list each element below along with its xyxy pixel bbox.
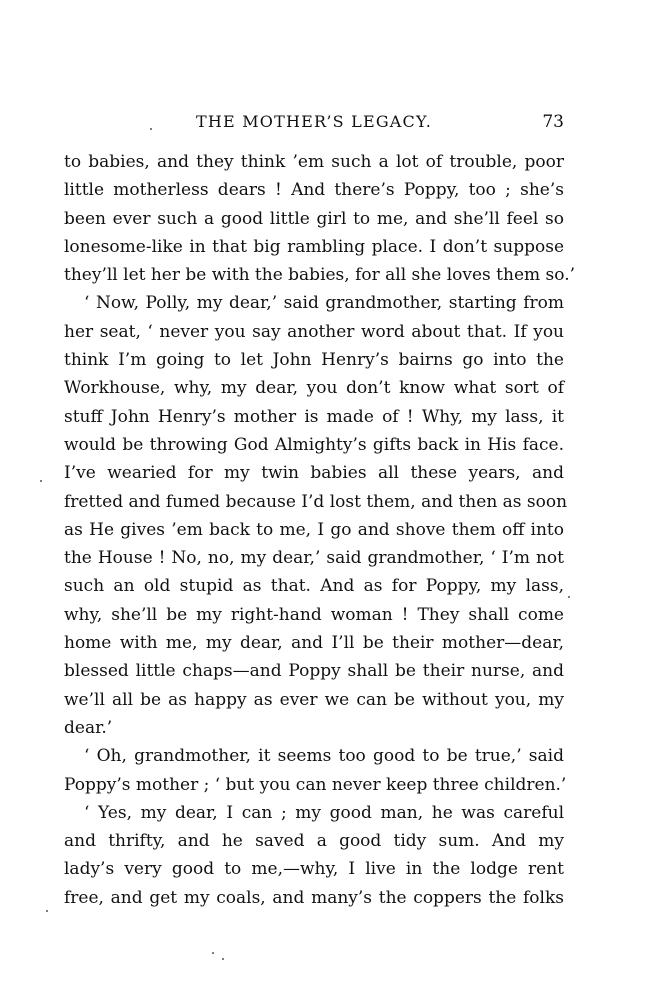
text-line: home with me, my dear, and I’ll be their mother—dear,	[64, 633, 564, 654]
text-line: ‘ Yes, my dear, I can ; my good man, he was careful	[84, 802, 564, 823]
scan-speck	[212, 952, 214, 954]
scan-speck	[46, 910, 48, 912]
text-line: why, she’ll be my right-hand woman ! They shall come	[64, 604, 564, 625]
text-line: lady’s very good to me,—why, I live in the lodge rent	[64, 859, 564, 880]
text-line: fretted and fumed because I’d lost them, and then as soon	[64, 491, 568, 512]
scan-speck	[150, 128, 152, 130]
text-line: dear.’	[64, 717, 113, 738]
page-header	[64, 110, 564, 138]
text-line: they’ll let her be with the babies, for all she loves them so.’	[64, 265, 575, 286]
text-line: free, and get my coals, and many’s the coppers the folks	[64, 887, 564, 908]
text-line: ‘ Now, Polly, my dear,’ said grandmother, starting from	[84, 293, 564, 314]
text-line: Workhouse, why, my dear, you don’t know what sort of	[64, 378, 564, 399]
scan-speck	[568, 596, 570, 598]
scan-speck	[40, 480, 42, 482]
text-line: and thrifty, and he saved a good tidy sum. And my	[64, 831, 564, 852]
text-line: little motherless dears ! And there’s Poppy, too ; she’s	[64, 180, 564, 201]
text-line: the House ! No, no, my dear,’ said grandmother, ‘ I’m not	[64, 548, 564, 569]
page-number: 73	[542, 112, 564, 132]
text-line: I’ve wearied for my twin babies all these years, and	[64, 463, 564, 484]
text-line: as He gives ’em back to me, I go and shove them off into	[64, 519, 564, 540]
text-line: Poppy’s mother ; ‘ but you can never keep three children.’	[64, 774, 567, 795]
body-text	[64, 148, 575, 912]
text-line: lonesome-like in that big rambling place. I don’t suppose	[64, 236, 564, 257]
text-line: would be throwing God Almighty’s gifts back in His face.	[64, 434, 564, 455]
text-line: such an old stupid as that. And as for Poppy, my lass,	[64, 576, 564, 597]
text-line: to babies, and they think ’em such a lot of trouble, poor	[64, 152, 564, 172]
text-line: think I’m going to let John Henry’s bairns go into the	[64, 350, 564, 371]
running-title: THE MOTHER’S LEGACY.	[196, 112, 432, 131]
text-line: been ever such a good little girl to me, and she’ll feel so	[64, 208, 564, 229]
text-line: her seat, ‘ never you say another word about that. If you	[64, 321, 564, 342]
scan-speck	[222, 958, 224, 960]
text-line: ‘ Oh, grandmother, it seems too good to be true,’ said	[84, 746, 564, 767]
text-line: stuff John Henry’s mother is made of ! Why, my lass, it	[64, 406, 564, 427]
text-line: we’ll all be as happy as ever we can be without you, my	[64, 689, 564, 710]
text-line: blessed little chaps—and Poppy shall be their nurse, and	[64, 661, 564, 682]
